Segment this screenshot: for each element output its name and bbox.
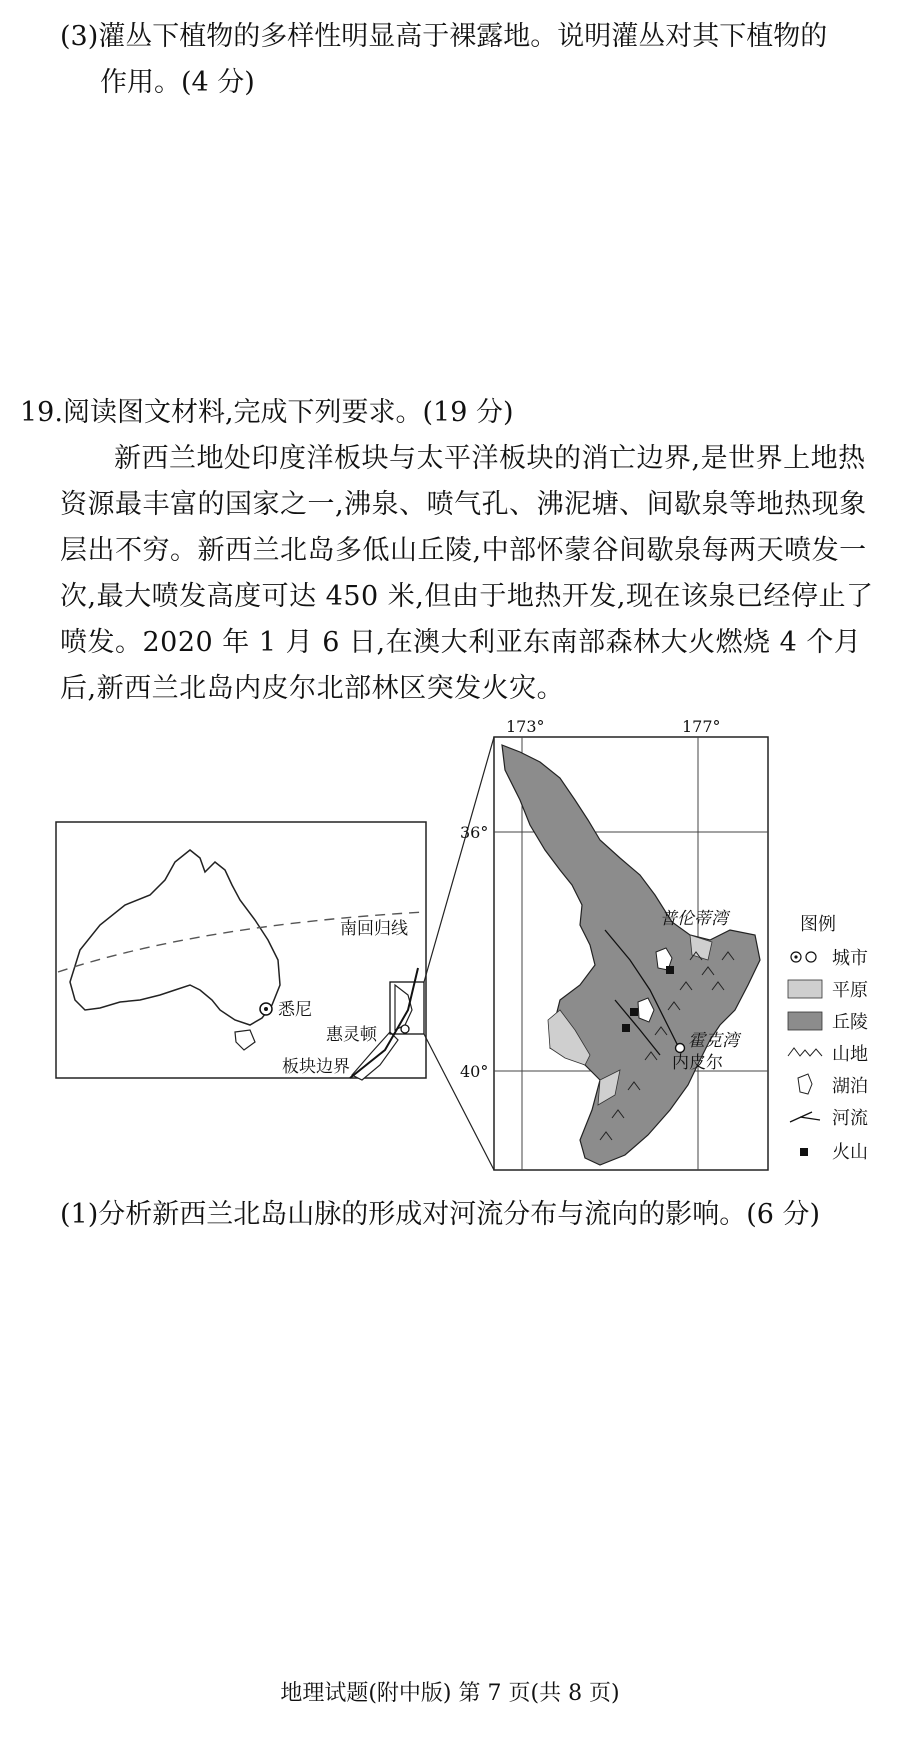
legend-lake: 湖泊: [832, 1076, 868, 1097]
q18-3-line2: 作用。(4 分): [100, 67, 255, 98]
lat-40-label: 40°: [460, 1062, 489, 1081]
legend-mountain: 山地: [832, 1044, 868, 1065]
wellington-label: 惠灵顿: [326, 1025, 377, 1045]
legend-hill: 丘陵: [832, 1012, 868, 1033]
lon-177-label: 177°: [682, 717, 721, 736]
q19-sub1: (1)分析新西兰北岛山脉的形成对河流分布与流向的影响。(6 分): [60, 1199, 821, 1230]
q18-3-line1: (3)灌丛下植物的多样性明显高于裸露地。说明灌丛对其下植物的: [60, 21, 828, 52]
legend-river: 河流: [832, 1108, 868, 1129]
plate-boundary-label: 板块边界: [282, 1057, 350, 1077]
tropic-label: 南回归线: [340, 919, 408, 939]
legend-title: 图例: [800, 914, 836, 935]
legend-city: 城市: [832, 948, 868, 969]
sydney-label: 悉尼: [278, 1000, 312, 1020]
plenty-bay-label: 普伦蒂湾: [660, 909, 728, 929]
lon-173-label: 173°: [506, 717, 545, 736]
legend-plain: 平原: [832, 980, 868, 1001]
lat-36-label: 36°: [460, 823, 489, 842]
legend: [788, 914, 868, 1163]
napier-label: 内皮尔: [672, 1053, 723, 1073]
australia-map: [56, 822, 426, 1080]
page-footer: 地理试题(附中版) 第 7 页(共 8 页): [280, 1681, 620, 1706]
legend-volcano: 火山: [832, 1142, 868, 1163]
q19-heading: 19.阅读图文材料,完成下列要求。(19 分): [20, 397, 514, 428]
north-island-map: [460, 717, 768, 1170]
hawke-bay-label: 霍克湾: [688, 1031, 739, 1051]
q19-paragraph: 新西兰地处印度洋板块与太平洋板块的消亡边界,是世界上地热资源最丰富的国家之一,沸泉、喷气孔、沸泥塘、间歇泉等地热现象层出不穷。新西兰北岛多低山丘陵,中部怀蒙谷间歇泉每两天喷发一次,最大喷发高度可达 450 米,但由于地热开发,现在该泉已经停止了喷发。2020 年 1 月 6 日,在澳大利亚东南部森林大火燃烧 4 个月后,新西兰北岛内皮尔北部林区突发火灾。: [60, 443, 874, 704]
